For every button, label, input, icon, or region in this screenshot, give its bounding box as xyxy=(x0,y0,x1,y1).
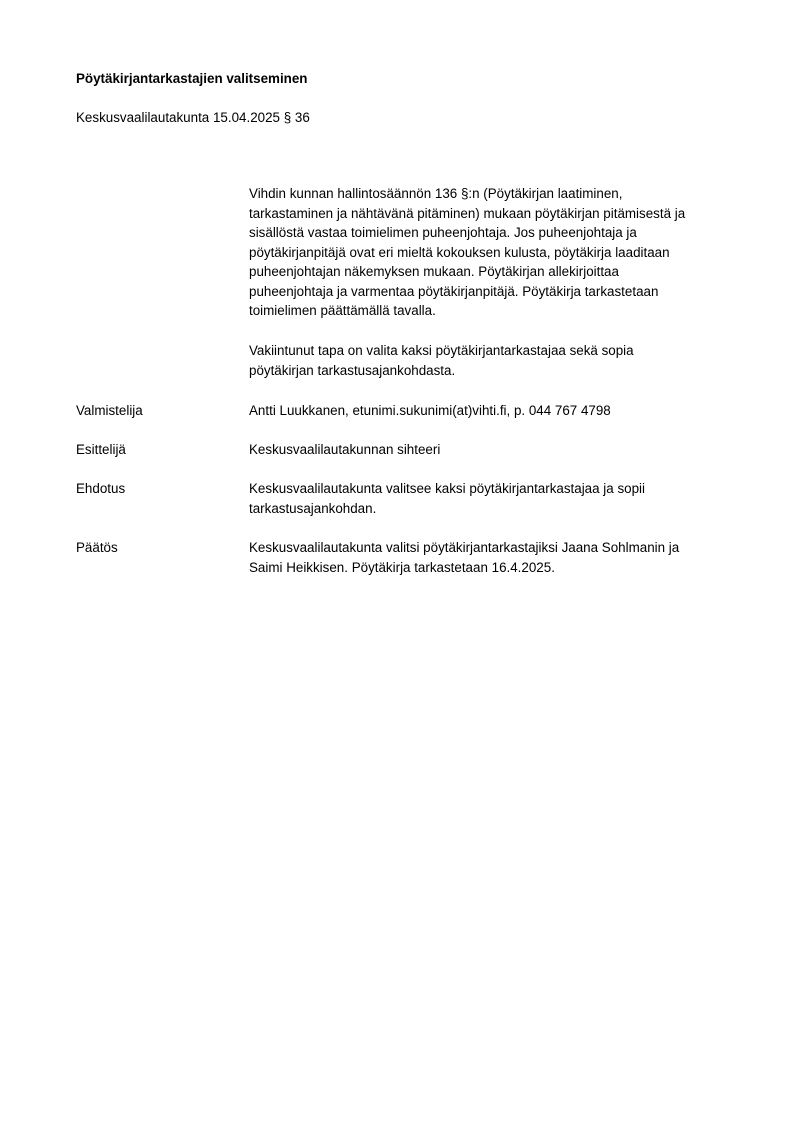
proposal-label: Ehdotus xyxy=(76,481,126,496)
decision-line: Keskusvaalilautakunta valitsi pöytäkirjantarkastajiksi Jaana Sohlmanin ja xyxy=(249,540,680,555)
preparer-value: Antti Luukkanen, etunimi.sukunimi(at)vihti.fi, p. 044 767 4798 xyxy=(249,403,611,418)
paragraph-line: pöytäkirjanpitäjä ovat eri mieltä kokouksen kulusta, pöytäkirja laaditaan xyxy=(249,244,670,260)
proposal-line: Keskusvaalilautakunta valitsee kaksi pöytäkirjantarkastajaa ja sopii xyxy=(249,481,645,496)
preparer-label: Valmistelija xyxy=(76,403,143,418)
paragraph-line: toimielimen päättämällä tavalla. xyxy=(249,303,436,318)
proposal-value xyxy=(249,479,749,518)
practice-paragraph xyxy=(249,341,749,380)
decision-line: Saimi Heikkisen. Pöytäkirja tarkastetaan 16.4.2025. xyxy=(249,559,555,575)
proposal-line: tarkastusajankohdan. xyxy=(249,500,377,516)
meeting-reference: Keskusvaalilautakunta 15.04.2025 § 36 xyxy=(76,110,310,125)
paragraph-line: puheenjohtaja ja varmentaa pöytäkirjanpitäjä. Pöytäkirja tarkastetaan xyxy=(249,283,659,299)
document-title: Pöytäkirjantarkastajien valitseminen xyxy=(76,71,308,86)
paragraph-line: sisällöstä vastaa toimielimen puheenjohtaja. Jos puheenjohtaja ja xyxy=(249,225,637,240)
paragraph-line: Vihdin kunnan hallintosäännön 136 §:n (Pöytäkirjan laatiminen, xyxy=(249,186,623,201)
decision-value xyxy=(249,538,749,577)
background-paragraph xyxy=(249,184,749,321)
presenter-label: Esittelijä xyxy=(76,442,126,457)
paragraph-line: Vakiintunut tapa on valita kaksi pöytäkirjantarkastajaa sekä sopia xyxy=(249,343,634,358)
presenter-value: Keskusvaalilautakunnan sihteeri xyxy=(249,442,441,457)
paragraph-line: pöytäkirjan tarkastusajankohdasta. xyxy=(249,362,456,378)
decision-label: Päätös xyxy=(76,540,118,555)
paragraph-line: tarkastaminen ja nähtävänä pitäminen) mukaan pöytäkirjan pitämisestä ja xyxy=(249,205,686,221)
paragraph-line: puheenjohtajan näkemyksen mukaan. Pöytäkirjan allekirjoittaa xyxy=(249,264,619,279)
